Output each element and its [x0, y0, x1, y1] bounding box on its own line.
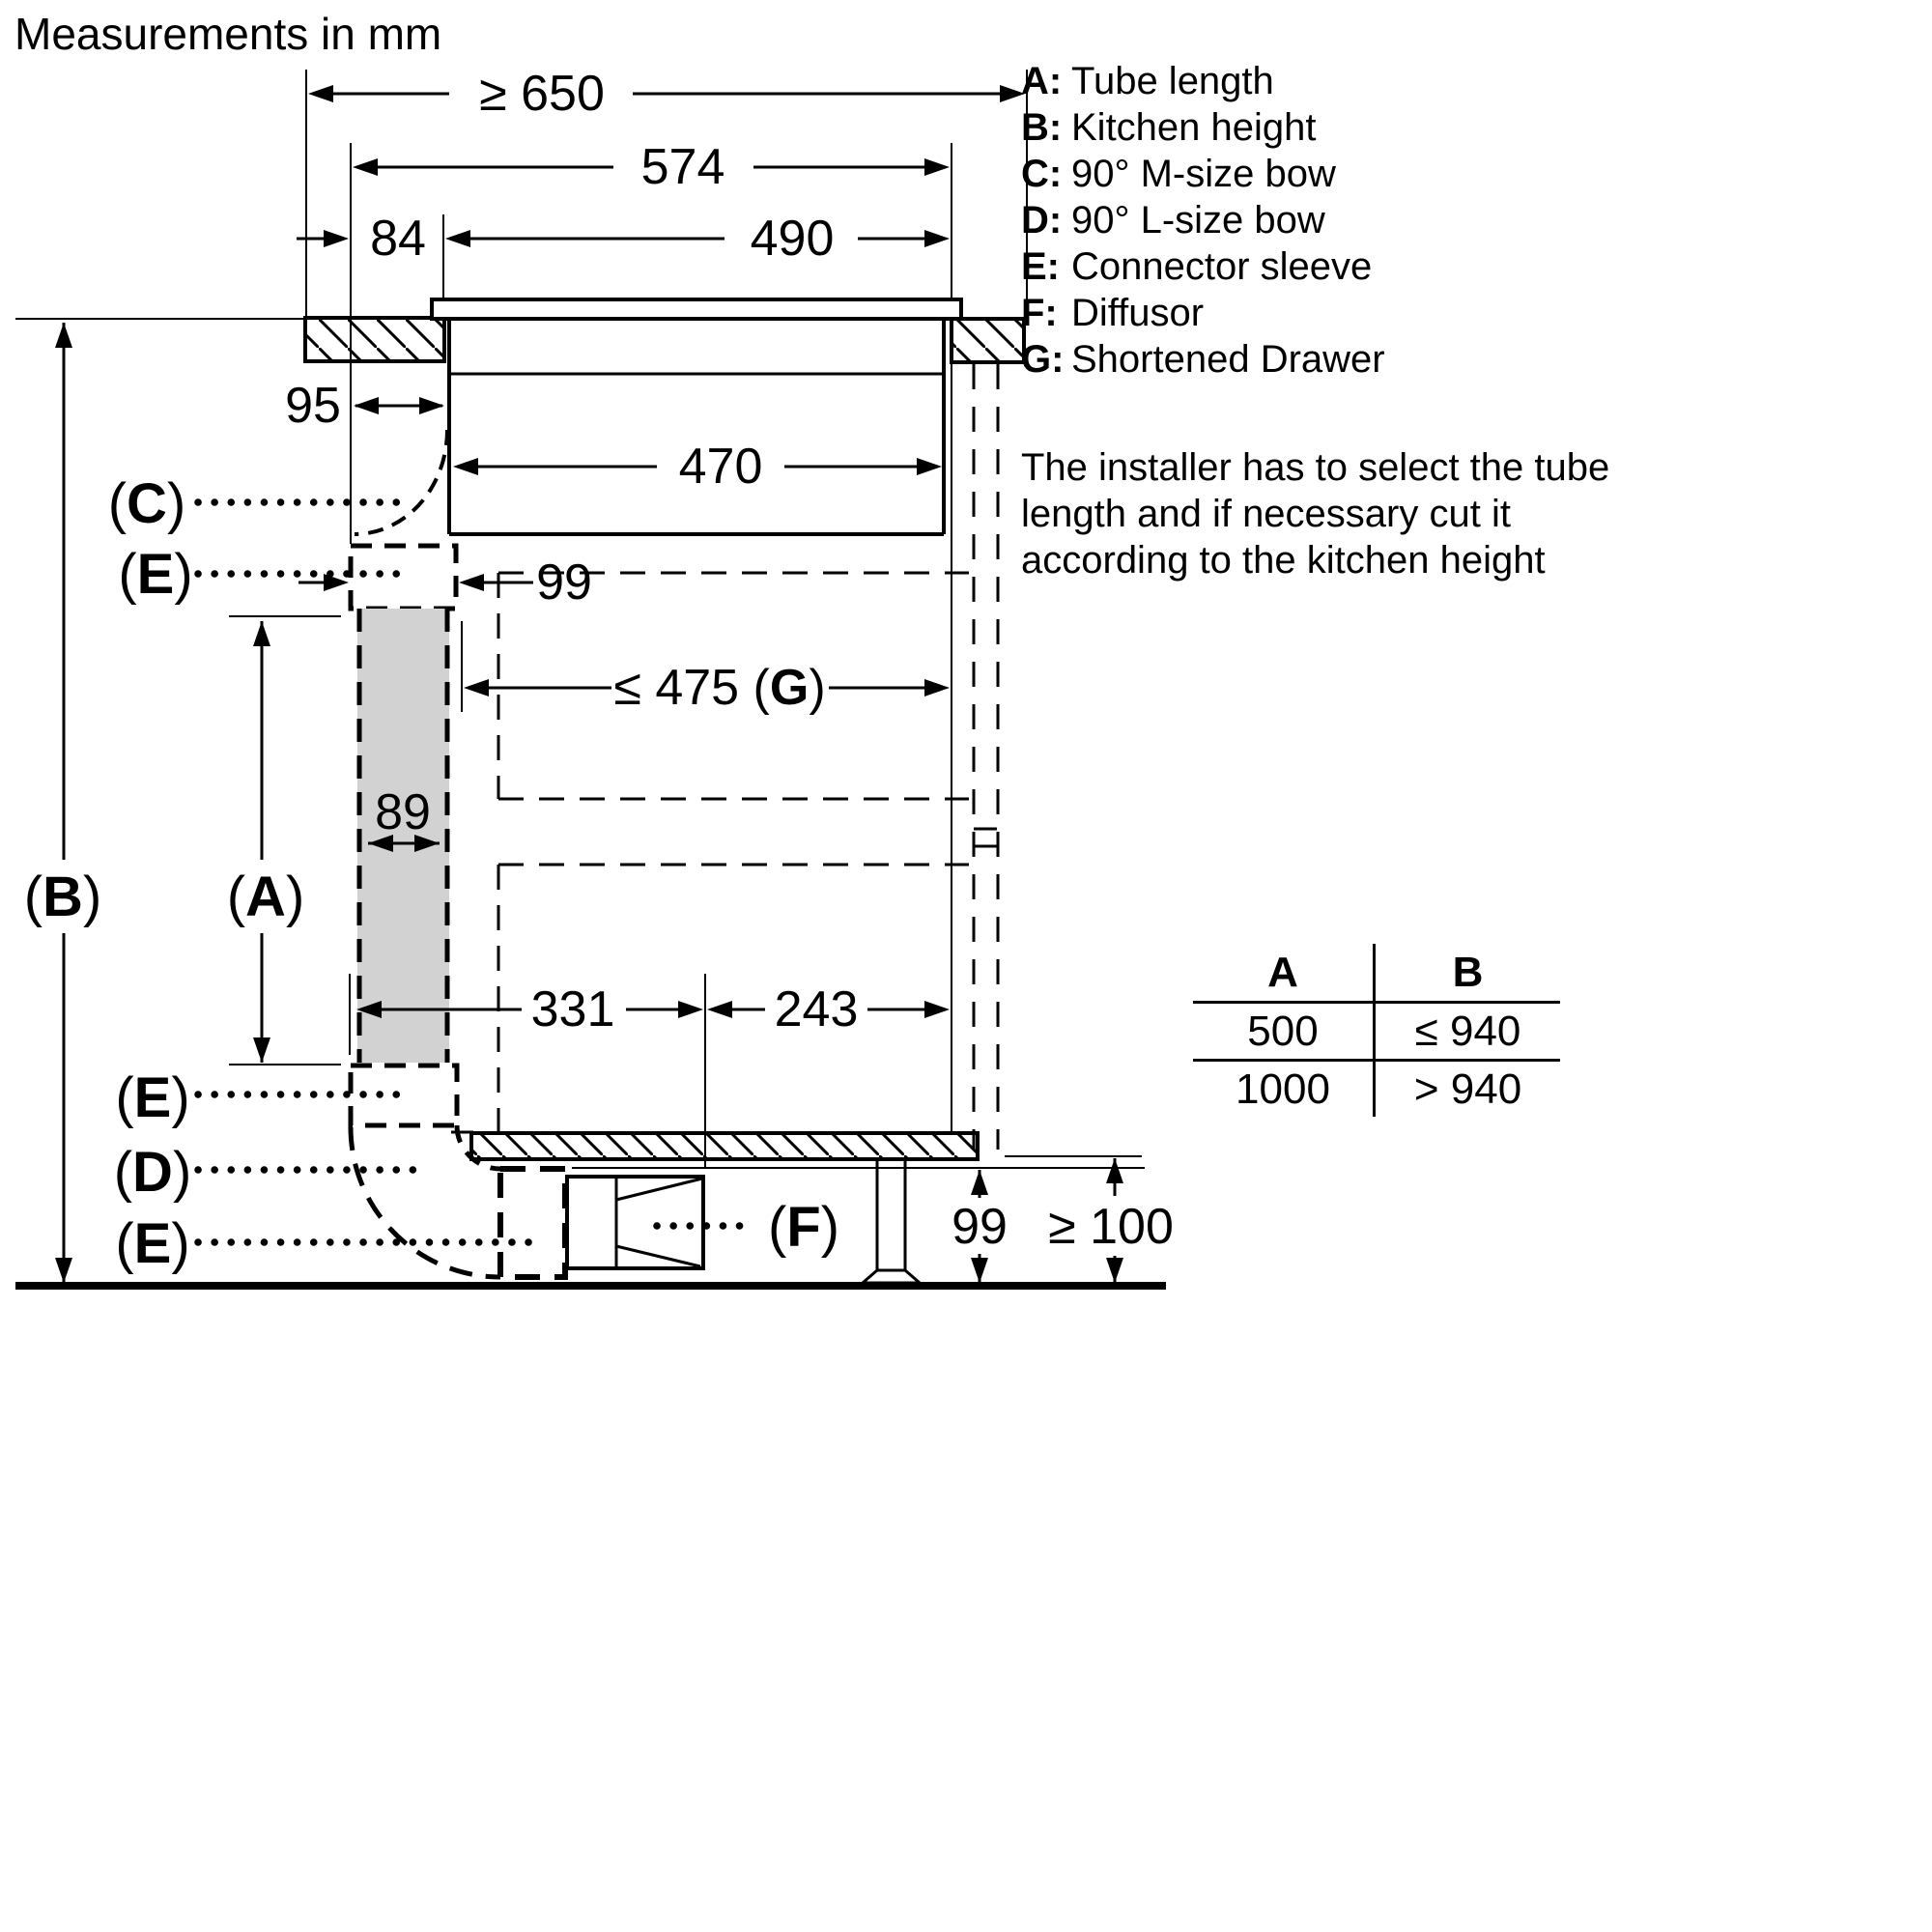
- worktop-left-hatch: [305, 318, 444, 361]
- table-cell-a2: 1000: [1193, 1062, 1376, 1117]
- hob-glass: [432, 299, 961, 319]
- dim-99-top: [298, 554, 592, 611]
- dim-243: [707, 981, 950, 1037]
- table-header-a: A: [1193, 944, 1376, 1001]
- dim-331-value: 331: [530, 981, 615, 1037]
- dim-100-value: ≥ 100: [1048, 1199, 1174, 1255]
- dim-490: [445, 211, 950, 267]
- table-header-row: [1193, 944, 1560, 1004]
- cabinet-bottom-hatch: [451, 1132, 1145, 1168]
- legend-key-F: F:: [1021, 292, 1058, 334]
- dim-99-top-value: 99: [536, 554, 592, 611]
- installer-note-line3: according to the kitchen height: [1021, 539, 1546, 582]
- legend-label-F: Diffusor: [1071, 292, 1205, 334]
- dim-243-value: 243: [774, 981, 859, 1037]
- page-title: Measurements in mm: [14, 9, 442, 59]
- label-A: (A): [226, 866, 305, 928]
- m-bow-arc: [355, 430, 447, 534]
- legend-item-C: [1021, 151, 1385, 197]
- legend-key-B: B:: [1021, 106, 1063, 149]
- dim-470: [453, 439, 942, 495]
- dim-574-value: 574: [640, 139, 725, 195]
- dim-475: [464, 660, 950, 716]
- legend-key-G: G:: [1021, 338, 1065, 381]
- label-D: [114, 1141, 417, 1204]
- dim-B: [24, 323, 102, 1283]
- dim-84: [297, 211, 426, 267]
- svg-text:(C): (C): [107, 472, 186, 535]
- legend-label-G: Shortened Drawer: [1071, 338, 1385, 381]
- label-E-bottom: [115, 1212, 533, 1275]
- table-cell-a1: 500: [1193, 1004, 1376, 1059]
- legend-label-B: Kitchen height: [1071, 106, 1317, 149]
- worktop-right-hatch: [952, 319, 1024, 362]
- connector-sleeve-upper: [351, 546, 456, 609]
- dim-650-value: ≥ 650: [479, 66, 605, 122]
- table-cell-b1: ≤ 940: [1414, 1007, 1521, 1055]
- dim-574: [353, 139, 950, 195]
- dim-95-value: 95: [285, 378, 341, 434]
- svg-text:(E): (E): [118, 543, 193, 606]
- installer-note-line2: length and if necessary cut it: [1021, 493, 1511, 535]
- installer-note-line1: The installer has to select the tube: [1021, 446, 1610, 489]
- dim-A: [227, 616, 341, 1065]
- dim-95: [285, 378, 444, 434]
- dim-470-value: 470: [678, 439, 763, 495]
- legend-item-D: [1021, 197, 1385, 243]
- label-C: [108, 472, 401, 535]
- legend-item-B: [1021, 104, 1385, 151]
- label-E-upper: [118, 543, 401, 606]
- legend-item-A: [1021, 58, 1385, 104]
- parts-legend: [1021, 58, 1385, 383]
- legend-item-E: [1021, 243, 1385, 290]
- dim-650: [308, 66, 1025, 122]
- plinth-leg: [863, 1159, 920, 1283]
- dim-89-value: 89: [375, 784, 431, 840]
- legend-label-E: Connector sleeve: [1071, 245, 1373, 288]
- legend-item-G: [1021, 336, 1385, 383]
- dim-84-value: 84: [370, 211, 426, 267]
- legend-key-E: E:: [1021, 245, 1060, 288]
- svg-text:(E): (E): [115, 1066, 190, 1129]
- legend-key-D: D:: [1021, 199, 1063, 242]
- legend-key-C: C:: [1021, 153, 1063, 195]
- dim-89: [368, 784, 440, 852]
- svg-text:(E): (E): [115, 1212, 190, 1275]
- hob-body: [449, 319, 944, 534]
- table-cell-b2: > 940: [1413, 1065, 1522, 1113]
- legend-label-C: 90° M-size bow: [1071, 153, 1336, 195]
- dim-490-value: 490: [750, 211, 835, 267]
- rear-duct-dashed: [974, 364, 998, 1150]
- installer-note: [1021, 444, 1609, 583]
- legend-key-A: A:: [1021, 60, 1063, 102]
- dim-100: [1005, 1156, 1174, 1283]
- dim-475-value: ≤ 475 (G): [613, 660, 826, 716]
- svg-text:(F): (F): [767, 1196, 840, 1259]
- legend-item-F: [1021, 290, 1385, 336]
- table-row: [1193, 1004, 1560, 1062]
- table-header-b: B: [1452, 948, 1484, 996]
- legend-label-D: 90° L-size bow: [1071, 199, 1325, 242]
- dim-99-bottom: [952, 1170, 1008, 1283]
- dim-99-bottom-value: 99: [952, 1199, 1008, 1255]
- legend-label-A: Tube length: [1071, 60, 1274, 102]
- tube-length-table: [1193, 944, 1560, 1117]
- svg-text:(D): (D): [113, 1141, 192, 1204]
- table-row: [1193, 1062, 1560, 1117]
- label-B: (B): [23, 866, 102, 928]
- diffusor: [567, 1177, 703, 1268]
- label-E-middle: [115, 1066, 406, 1129]
- connector-sleeve-bottom: [500, 1169, 565, 1277]
